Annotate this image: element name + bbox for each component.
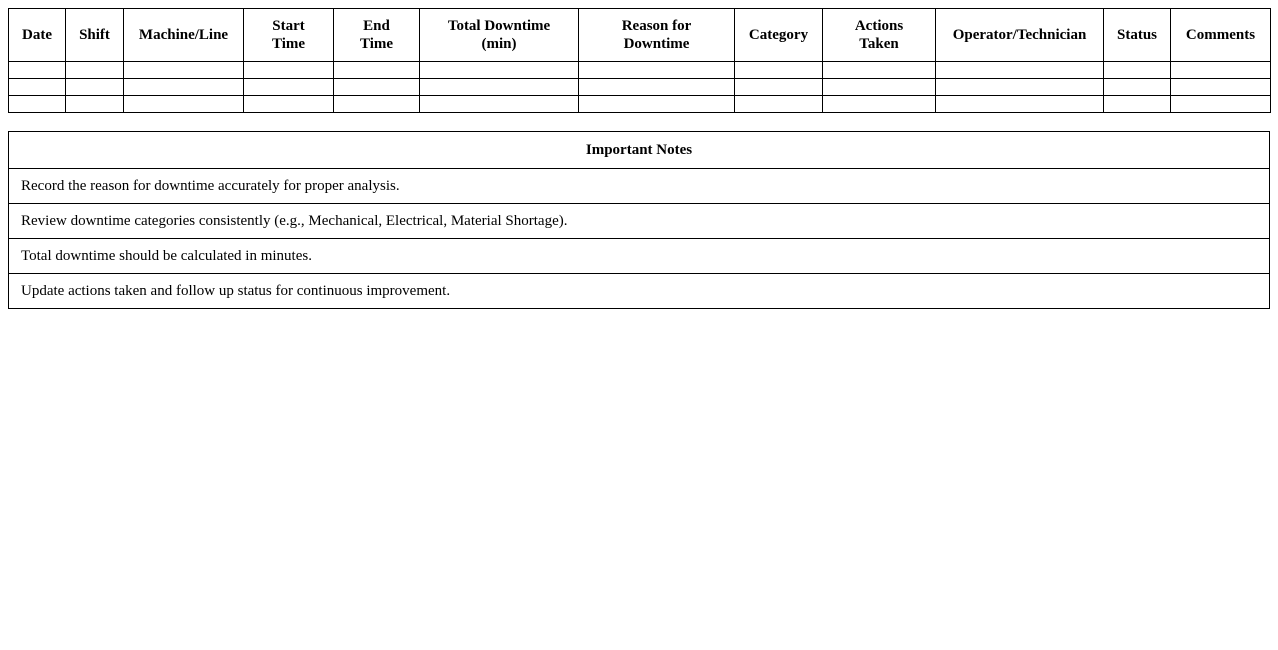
table-cell[interactable]: [9, 96, 66, 113]
table-cell[interactable]: [936, 79, 1104, 96]
table-cell[interactable]: [936, 62, 1104, 79]
table-cell[interactable]: [1171, 96, 1271, 113]
table-cell[interactable]: [735, 79, 823, 96]
table-cell[interactable]: [66, 96, 124, 113]
table-cell[interactable]: [9, 79, 66, 96]
header-comments: Comments: [1171, 9, 1271, 62]
note-row: [9, 169, 1270, 204]
table-cell[interactable]: [735, 96, 823, 113]
table-row: [9, 62, 1271, 79]
table-cell[interactable]: [66, 79, 124, 96]
table-cell[interactable]: [1171, 79, 1271, 96]
header-shift: Shift: [66, 9, 124, 62]
table-cell[interactable]: [334, 96, 420, 113]
header-reason: Reason for Downtime: [579, 9, 735, 62]
table-cell[interactable]: [735, 62, 823, 79]
table-cell[interactable]: [124, 62, 244, 79]
table-cell[interactable]: [244, 62, 334, 79]
table-cell[interactable]: [244, 96, 334, 113]
header-status: Status: [1104, 9, 1171, 62]
table-cell[interactable]: [1104, 96, 1171, 113]
table-cell[interactable]: [9, 62, 66, 79]
table-cell[interactable]: [124, 79, 244, 96]
table-cell[interactable]: [420, 96, 579, 113]
header-category: Category: [735, 9, 823, 62]
table-cell[interactable]: [1104, 79, 1171, 96]
table-cell[interactable]: [823, 62, 936, 79]
header-end-time: End Time: [334, 9, 420, 62]
notes-title: Important Notes: [9, 132, 1270, 169]
table-cell[interactable]: [66, 62, 124, 79]
table-row: [9, 96, 1271, 113]
note-item: Review downtime categories consistently (e.g., Mechanical, Electrical, Material Shortage).: [9, 204, 1270, 239]
header-row: [9, 9, 1271, 62]
header-date: Date: [9, 9, 66, 62]
note-row: [9, 274, 1270, 309]
table-cell[interactable]: [579, 62, 735, 79]
notes-header-row: [9, 132, 1270, 169]
table-row: [9, 79, 1271, 96]
important-notes-table: [8, 131, 1270, 309]
table-cell[interactable]: [823, 96, 936, 113]
note-item: Total downtime should be calculated in minutes.: [9, 239, 1270, 274]
page-content: [8, 8, 1270, 309]
header-total-downtime: Total Downtime (min): [420, 9, 579, 62]
note-item: Record the reason for downtime accurately for proper analysis.: [9, 169, 1270, 204]
table-cell[interactable]: [334, 79, 420, 96]
table-cell[interactable]: [823, 79, 936, 96]
table-cell[interactable]: [936, 96, 1104, 113]
table-cell[interactable]: [244, 79, 334, 96]
header-start-time: Start Time: [244, 9, 334, 62]
note-row: [9, 239, 1270, 274]
table-cell[interactable]: [334, 62, 420, 79]
table-cell[interactable]: [1171, 62, 1271, 79]
table-cell[interactable]: [124, 96, 244, 113]
table-cell[interactable]: [1104, 62, 1171, 79]
table-cell[interactable]: [579, 79, 735, 96]
header-operator-technician: Operator/Technician: [936, 9, 1104, 62]
note-row: [9, 204, 1270, 239]
table-cell[interactable]: [420, 62, 579, 79]
downtime-log-table: [8, 8, 1271, 113]
note-item: Update actions taken and follow up status for continuous improvement.: [9, 274, 1270, 309]
table-cell[interactable]: [420, 79, 579, 96]
header-machine-line: Machine/Line: [124, 9, 244, 62]
header-actions-taken: Actions Taken: [823, 9, 936, 62]
table-cell[interactable]: [579, 96, 735, 113]
